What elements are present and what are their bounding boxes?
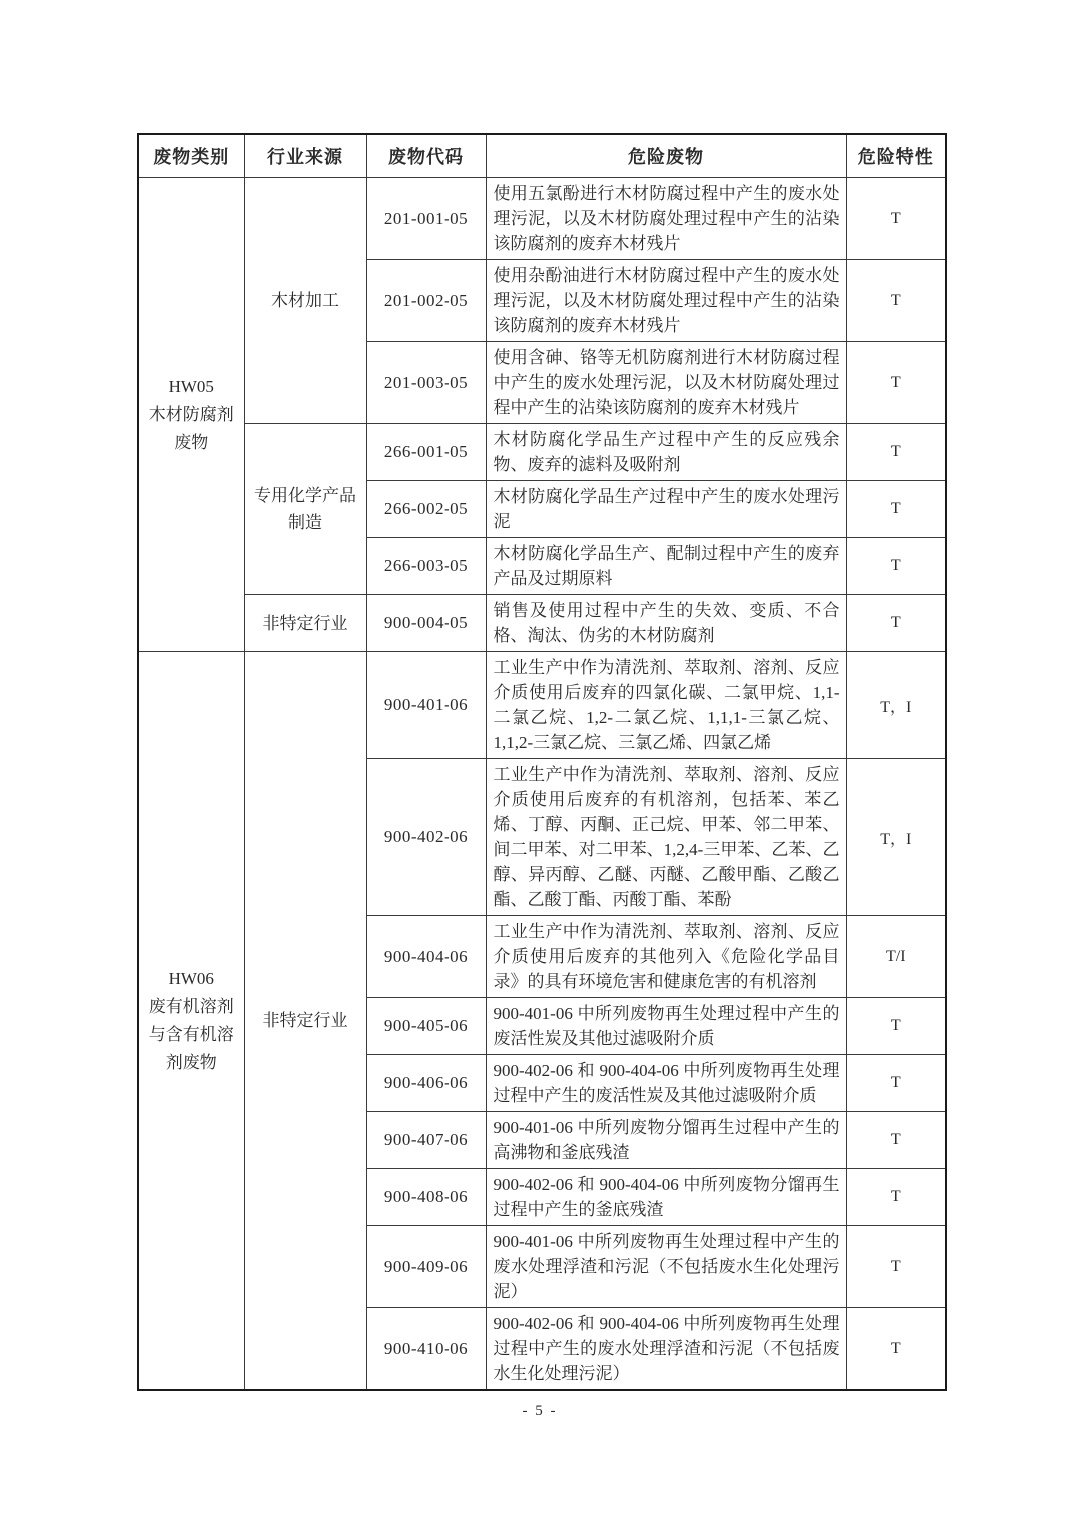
waste-code-cell: 201-003-05 [366, 342, 486, 424]
hazard-characteristic-cell: T [846, 1169, 946, 1226]
hazardous-waste-description-cell: 900-401-06 中所列废物再生处理过程中产生的废活性炭及其他过滤吸附介质 [486, 998, 846, 1055]
waste-code-cell: 900-406-06 [366, 1055, 486, 1112]
hazardous-waste-description-cell: 工业生产中作为清洗剂、萃取剂、溶剂、反应介质使用后废弃的四氯化碳、二氯甲烷、1,1-二氯乙烷、1,2-二氯乙烷、1,1,1-三氯乙烷、1,1,2-三氯乙烷、三氯乙烯、四氯乙烯 [486, 652, 846, 759]
hazard-characteristic-cell: T [846, 424, 946, 481]
hazardous-waste-description-cell: 900-401-06 中所列废物再生处理过程中产生的废水处理浮渣和污泥（不包括废水生化处理污泥） [486, 1226, 846, 1308]
hazardous-waste-description-cell: 900-402-06 和 900-404-06 中所列废物再生处理过程中产生的废水处理浮渣和污泥（不包括废水生化处理污泥） [486, 1308, 846, 1391]
column-header-hazard-characteristic: 危险特性 [846, 134, 946, 178]
hazard-characteristic-cell: T [846, 260, 946, 342]
hazard-characteristic-cell: T，I [846, 652, 946, 759]
table-body [138, 178, 946, 1391]
waste-code-cell: 900-401-06 [366, 652, 486, 759]
hazardous-waste-description-cell: 木材防腐化学品生产、配制过程中产生的废弃产品及过期原料 [486, 538, 846, 595]
hazard-characteristic-cell: T，I [846, 759, 946, 916]
table-header-row [138, 134, 946, 178]
waste-code-cell: 900-407-06 [366, 1112, 486, 1169]
hazardous-waste-table-container [137, 133, 945, 1391]
table-row [138, 652, 946, 759]
waste-code-cell: 266-002-05 [366, 481, 486, 538]
hazardous-waste-description-cell: 900-402-06 和 900-404-06 中所列废物分馏再生过程中产生的釜底残渣 [486, 1169, 846, 1226]
column-header-waste-category: 废物类别 [138, 134, 244, 178]
table-row [138, 595, 946, 652]
industry-source-cell: 非特定行业 [244, 595, 366, 652]
hazard-characteristic-cell: T [846, 178, 946, 260]
hazardous-waste-description-cell: 使用含砷、铬等无机防腐剂进行木材防腐过程中产生的废水处理污泥，以及木材防腐处理过程中产生的沾染该防腐剂的废弃木材残片 [486, 342, 846, 424]
hazardous-waste-description-cell: 工业生产中作为清洗剂、萃取剂、溶剂、反应介质使用后废弃的其他列入《危险化学品目录》的具有环境危害和健康危害的有机溶剂 [486, 916, 846, 998]
hazard-characteristic-cell: T [846, 538, 946, 595]
waste-code-cell: 900-404-06 [366, 916, 486, 998]
table-row [138, 424, 946, 481]
industry-source-cell: 专用化学产品制造 [244, 424, 366, 595]
column-header-hazardous-waste: 危险废物 [486, 134, 846, 178]
waste-code-cell: 900-402-06 [366, 759, 486, 916]
waste-code-cell: 266-001-05 [366, 424, 486, 481]
hazard-characteristic-cell: T [846, 998, 946, 1055]
hazard-characteristic-cell: T [846, 1055, 946, 1112]
waste-category-cell: HW05 木材防腐剂 废物 [138, 178, 244, 652]
waste-code-cell: 900-408-06 [366, 1169, 486, 1226]
industry-source-cell: 木材加工 [244, 178, 366, 424]
waste-code-cell: 201-001-05 [366, 178, 486, 260]
column-header-waste-code: 废物代码 [366, 134, 486, 178]
hazard-characteristic-cell: T [846, 595, 946, 652]
waste-code-cell: 900-410-06 [366, 1308, 486, 1391]
column-header-industry-source: 行业来源 [244, 134, 366, 178]
hazardous-waste-description-cell: 使用五氯酚进行木材防腐过程中产生的废水处理污泥，以及木材防腐处理过程中产生的沾染该防腐剂的废弃木材残片 [486, 178, 846, 260]
hazardous-waste-description-cell: 工业生产中作为清洗剂、萃取剂、溶剂、反应介质使用后废弃的有机溶剂，包括苯、苯乙烯、丁醇、丙酮、正己烷、甲苯、邻二甲苯、间二甲苯、对二甲苯、1,2,4-三甲苯、乙苯、乙醇、异丙醇、乙醚、丙醚、乙酸甲酯、乙酸乙酯、乙酸丁酯、丙酸丁酯、苯酚 [486, 759, 846, 916]
waste-code-cell: 201-002-05 [366, 260, 486, 342]
waste-code-cell: 266-003-05 [366, 538, 486, 595]
hazardous-waste-description-cell: 销售及使用过程中产生的失效、变质、不合格、淘汰、伪劣的木材防腐剂 [486, 595, 846, 652]
hazard-characteristic-cell: T [846, 1226, 946, 1308]
hazard-characteristic-cell: T [846, 481, 946, 538]
industry-source-cell: 非特定行业 [244, 652, 366, 1391]
hazard-characteristic-cell: T [846, 1308, 946, 1391]
hazard-characteristic-cell: T [846, 1112, 946, 1169]
table-row [138, 178, 946, 260]
hazard-characteristic-cell: T [846, 342, 946, 424]
hazardous-waste-description-cell: 900-401-06 中所列废物分馏再生过程中产生的高沸物和釜底残渣 [486, 1112, 846, 1169]
waste-category-cell: HW06 废有机溶剂 与含有机溶 剂废物 [138, 652, 244, 1391]
page-number: - 5 - [522, 1403, 558, 1419]
hazardous-waste-description-cell: 木材防腐化学品生产过程中产生的反应残余物、废弃的滤料及吸附剂 [486, 424, 846, 481]
hazardous-waste-table [137, 133, 947, 1391]
waste-code-cell: 900-409-06 [366, 1226, 486, 1308]
waste-code-cell: 900-405-06 [366, 998, 486, 1055]
hazardous-waste-description-cell: 900-402-06 和 900-404-06 中所列废物再生处理过程中产生的废活性炭及其他过滤吸附介质 [486, 1055, 846, 1112]
hazardous-waste-description-cell: 木材防腐化学品生产过程中产生的废水处理污泥 [486, 481, 846, 538]
hazard-characteristic-cell: T/I [846, 916, 946, 998]
hazardous-waste-description-cell: 使用杂酚油进行木材防腐过程中产生的废水处理污泥，以及木材防腐处理过程中产生的沾染该防腐剂的废弃木材残片 [486, 260, 846, 342]
waste-code-cell: 900-004-05 [366, 595, 486, 652]
